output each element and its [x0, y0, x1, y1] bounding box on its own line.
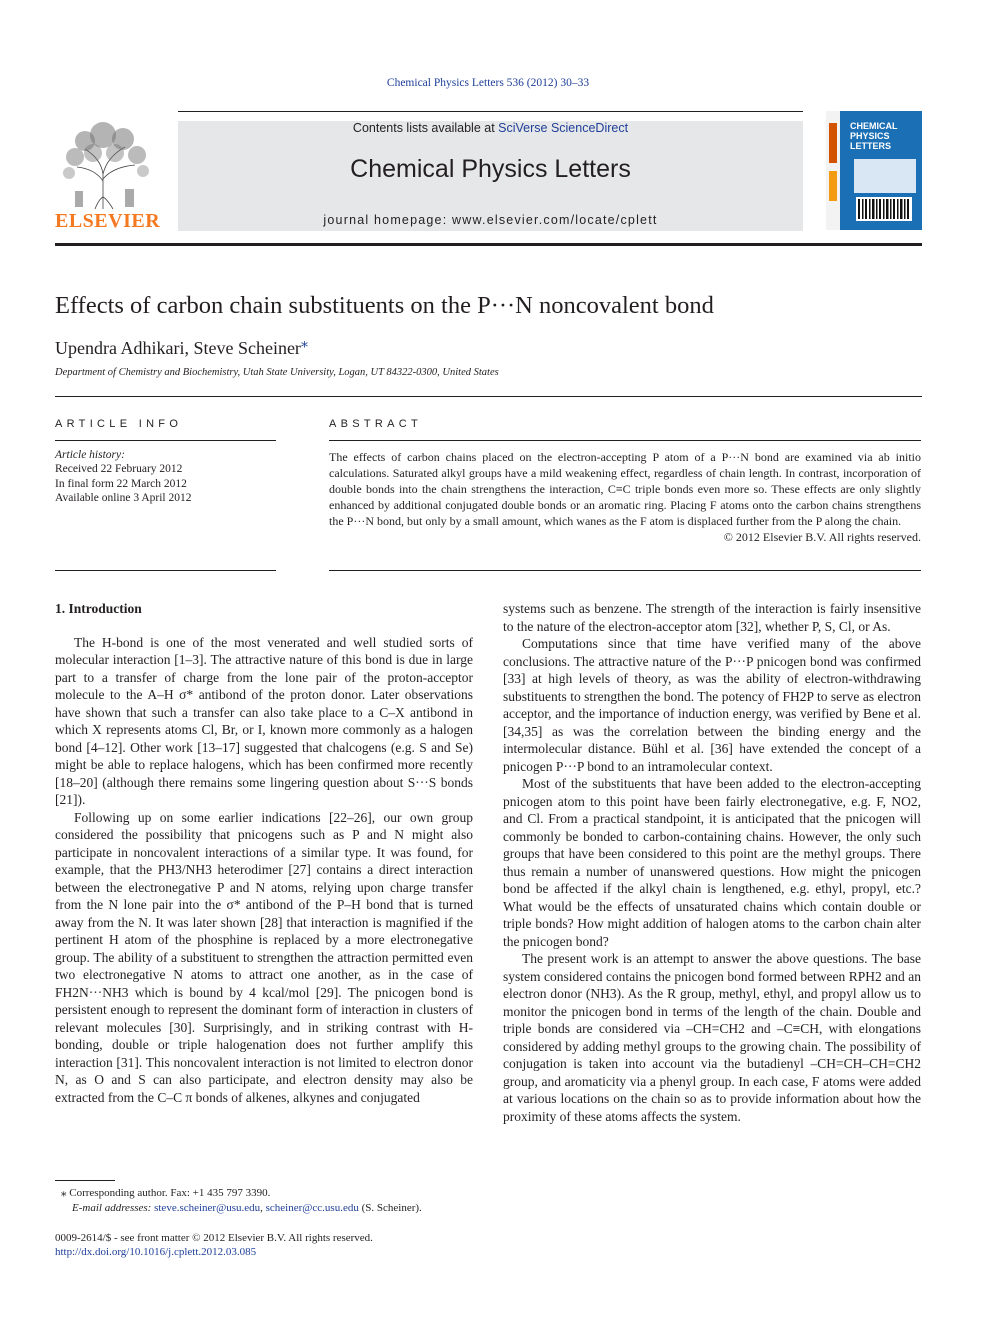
sciencedirect-link[interactable]: SciVerse ScienceDirect	[498, 121, 629, 135]
footnote	[61, 1186, 481, 1215]
intro-paragraph-2-cont: systems such as benzene. The strength of the interaction is fairly insensitive to the nature of the electron-acceptor atom [32], whether P, S, Cl, or As.	[503, 601, 921, 634]
cover-barcode-icon	[856, 197, 912, 221]
email-suffix: (S. Scheiner).	[358, 1201, 422, 1214]
abstract-heading: ABSTRACT	[329, 418, 423, 430]
cover-spine-accent	[829, 123, 837, 163]
contents-prefix: Contents lists available at	[352, 121, 499, 135]
article-info-rule-top	[55, 440, 276, 441]
journal-cover-thumbnail[interactable]	[826, 111, 922, 230]
abstract-text-block	[329, 449, 921, 545]
abstract-rule-bottom	[329, 570, 921, 571]
footnote-rule	[55, 1180, 115, 1181]
email-label: E-mail addresses:	[72, 1201, 155, 1214]
article-info-heading: ARTICLE INFO	[55, 418, 183, 430]
cover-title-line: CHEMICAL	[850, 121, 898, 131]
elsevier-tree-logo	[55, 119, 155, 211]
body-right-column	[503, 600, 921, 1125]
intro-paragraph-3: Computations since that time have verified many of the above conclusions. The attractive nature of the P···P pnicogen bond was confirmed [33] at high levels of theory, as was the ability of electron-withdrawing substituents to strengthen the bond. The potency of FH2P to serve as electron acceptor, and the importance of induction energy, was verified by Bene et al. [34,35] as was the correlation between the binding energy and the intermolecular distance. Bühl et al. [36] have extended the concept of a pnicogen P···P bond to an intramolecular context.	[503, 636, 921, 774]
cover-title-line: LETTERS	[850, 141, 892, 151]
homepage-url[interactable]: www.elsevier.com/locate/cplett	[452, 213, 658, 227]
intro-paragraph-1: The H-bond is one of the most venerated and well studied sorts of molecular interaction [1–3]. The attractive nature of this bond is due in large part to a transfer of charge from the lone pair of the proton-acceptor molecule to the A–H σ* antibond of the proton donor. Later observations have shown that such a transfer can also take place to a C–X antibond in which X represents atoms Cl, Br, or I, known more commonly as a halogen bond [4–12]. Other work [13–17] suggested that chalcogens (e.g. S and Se) might be able to replace halogens, which has been confirmed more recently [18–20] (although there remains some lingering question about S···S bonds [21]).	[55, 634, 473, 807]
paper-title: Effects of carbon chain substituents on the P···N noncovalent bond	[55, 292, 714, 319]
doi-link[interactable]: http://dx.doi.org/10.1016/j.cplett.2012.03.085	[55, 1246, 257, 1258]
corresponding-author-mark[interactable]: ⁎	[300, 336, 308, 351]
homepage-prefix: journal homepage:	[323, 213, 453, 227]
journal-title: Chemical Physics Letters	[350, 155, 631, 183]
affiliation: Department of Chemistry and Biochemistry, Utah State University, Logan, UT 84322-0300, United States	[55, 367, 499, 378]
intro-paragraph-5: The present work is an attempt to answer the above questions. The base system considered contains the pnicogen bond formed between RPH2 and an electron donor (NH3). As the R group, methyl, ethyl, and propyl allow us to monitor the pnicogen bond in terms of the length of the chain. Double and triple bonds are considered via –CH=CH2 and –C≡CH, with elongations considered by adding methyl groups to the growing chain. The possibility of conjugation is taken into account via the butadienyl –CH=CH–CH=CH2 group, and aromaticity via a phenyl group. In each case, F atoms were added at various locations on the chain so as to provide information about how the proximity of these atoms affects the system.	[503, 951, 921, 1124]
article-info-rule-bottom	[55, 570, 276, 571]
author-list	[55, 335, 308, 359]
revised-date: In final form 22 March 2012	[55, 477, 187, 490]
journal-citation[interactable]: Chemical Physics Letters 536 (2012) 30–33	[386, 77, 590, 89]
corresponding-author-note: ⁎ Corresponding author. Fax: +1 435 797 3390.	[61, 1187, 271, 1199]
abstract-rule-top	[329, 440, 921, 441]
cover-graphic-bars	[856, 197, 912, 221]
cover-title	[850, 121, 898, 151]
email-link-1[interactable]: steve.scheiner@usu.edu	[154, 1201, 261, 1214]
contents-line	[178, 121, 803, 135]
cover-spine-accent-2	[829, 171, 837, 201]
cover-graphic-top	[854, 159, 916, 193]
journal-homepage	[178, 213, 803, 227]
abstract-copyright: © 2012 Elsevier B.V. All rights reserved.	[723, 530, 921, 544]
authors-text: Upendra Adhikari, Steve Scheiner	[55, 338, 301, 358]
intro-paragraph-2: Following up on some earlier indications [22–26], our own group considered the possibility that pnicogens such as P and N might also participate in noncovalent interactions of a similar type. It was found, for example, that the PH3/NH3 heterodimer [27] contains a direct interaction between the electronegative P and N atoms, relying upon charge transfer from the N lone pair into the σ* antibond of the P–H bond that is turned away from the N. It was later shown [28] that interaction is magnified if the pertinent H atom of the phosphine is replaced by a more electronegative group. The ability of a substituent to strengthen the attraction permitted even two electronegative N atoms to attract one another, as in the case of FH2N···NH3 which is bound by 4 kcal/mol [29]. The pnicogen bond is persistent enough to represent the dominant form of interaction in clusters of relevant molecules [30]. Surprisingly, and in striking contrast with H-bonding, double or triple halogenation does not further amplify this interaction [31]. This noncovalent interaction is not limited to electron donor N, as O and S can also participate, and electron density may also be extracted from the C–C π bonds of alkenes, alkynes and conjugated	[55, 809, 473, 1105]
section-heading-introduction: 1. Introduction	[55, 601, 142, 616]
intro-paragraph-4: Most of the substituents that have been added to the electron-accepting pnicogen atom to this point have been fairly electronegative, e.g. F, NO2, and Cl. From a practical standpoint, it is anticipated that the pnicogen will commonly be bonded to carbon-containing chains. However, the only such groups that have been considered to this point are the methyl groups. There thus remain a number of unanswered questions. How might the pnicogen bond be affected if the alkyl chain is lengthened, e.g. ethyl, propyl, etc.? What would be the effects of unsaturated chains which contain double or triple bonds? How might addition of halogen atoms to the carbon chain alter the pnicogen bond?	[503, 776, 921, 949]
header-rule-bottom	[55, 243, 922, 246]
elsevier-wordmark[interactable]: ELSEVIER	[55, 210, 161, 232]
received-date: Received 22 February 2012	[55, 463, 183, 476]
email-link-2[interactable]: scheiner@cc.usu.edu	[265, 1201, 359, 1214]
cover-title-line: PHYSICS	[850, 131, 890, 141]
email-line	[61, 1201, 481, 1216]
title-rule	[55, 396, 922, 397]
header-rule-top	[178, 111, 803, 112]
abstract-text: The effects of carbon chains placed on the electron-accepting P atom of a P···N bond are examined via ab initio calculations. Saturated alkyl groups have a mild weakening effect, regardless of chain length. In contrast, incorporation of double bonds into the chain strengthens the interaction, C≡C triple bonds even more so. These effects are only slightly enhanced by additional conjugated double bonds or an aromatic ring. Placing F atoms onto the carbon chains strengthens the P···N bond, but only by a small amount, which wanes as the F atom is displaced further from the P along the chain.	[329, 450, 921, 528]
article-history	[55, 448, 191, 505]
online-date: Available online 3 April 2012	[55, 491, 192, 504]
history-label: Article history:	[55, 449, 125, 461]
email-separator: ,	[260, 1201, 266, 1214]
front-matter-info	[55, 1231, 555, 1259]
elsevier-tree-icon	[55, 119, 155, 211]
issn-line: 0009-2614/$ - see front matter © 2012 Elsevier B.V. All rights reserved.	[55, 1232, 373, 1244]
body-left-column	[55, 600, 473, 1106]
journal-banner	[178, 121, 803, 231]
